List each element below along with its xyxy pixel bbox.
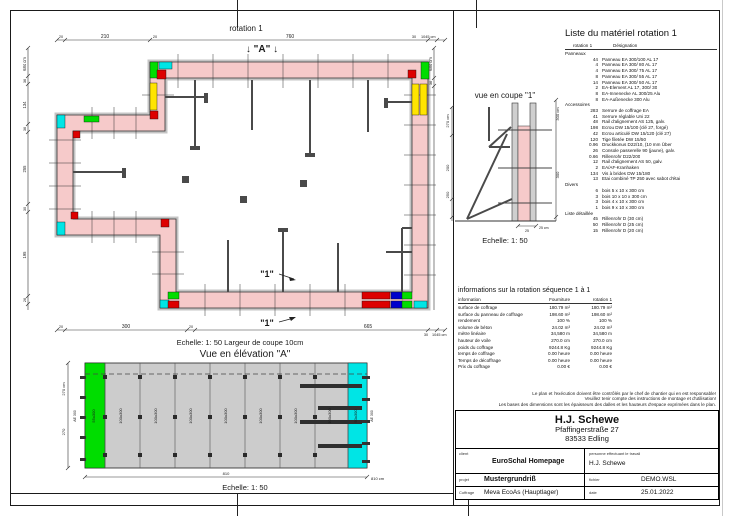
dim-label: 1045 cm <box>432 333 447 337</box>
info-row: hauteur de voile 270.0 cm 270.0 cm <box>458 337 612 343</box>
coupe-brace <box>467 107 512 219</box>
dim-label: 195 <box>22 251 27 259</box>
dim-label: 20 <box>152 35 158 39</box>
dim-label: 300 cm <box>555 107 560 121</box>
coupe-wall <box>518 126 530 221</box>
dim-label: 250 <box>445 191 450 199</box>
plan-title: rotation 1 <box>229 24 263 33</box>
dim-label: 255 <box>22 165 27 173</box>
material-row: 134 Vis à brides DW 15/180 <box>590 170 651 176</box>
material-list-header <box>565 43 717 50</box>
dim-label: 270 cm <box>445 114 450 128</box>
disclaimer-line: Le plan et l'exécution doivent être contrôlés par le chef de chantier qui en est responsable! <box>532 391 716 396</box>
info-row: surface de coffrage 180.79 m² 180.79 m² <box>458 305 612 310</box>
panel-label: 100x300 <box>118 408 123 424</box>
dim-label: 300 <box>555 171 560 179</box>
dim-label: 36 <box>23 78 27 84</box>
panel-label: 50x300 <box>353 409 358 423</box>
info-row: Temps de décoffrage 0.00 heure 0.00 heure <box>458 357 612 363</box>
title-block-grid <box>456 449 718 499</box>
wall-inner-edge <box>73 78 412 292</box>
dim-label: 270 cm <box>61 382 66 396</box>
material-row: 44 Panneau EA 300/100 AL 17 <box>592 56 659 62</box>
info-row: poids du coffrage 9244.8 Kg 9244.8 Kg <box>458 344 612 350</box>
material-row: 15 Rillenrohr D (20 cm) <box>592 227 644 233</box>
wall-band <box>57 62 428 308</box>
disclaimer-line: Les bases des dimensions sont les épaisseurs des dalles et les hauteurs d'espace exprimées dans le plan. <box>498 401 716 407</box>
info-row: mètre linéaire 34,580 m 34,580 m <box>458 331 612 337</box>
material-row: 42 Ecrou articulé DW 15/120 (clé 27) <box>592 130 671 136</box>
dim-label: 20 <box>188 325 194 329</box>
dim-label: 665 <box>363 324 373 330</box>
material-row: 48 Rail d'alignement AS 125, galv. <box>592 119 666 125</box>
elevation-dim-left <box>66 361 70 470</box>
coupe-dim-bottom <box>516 224 538 228</box>
info-row: surface du panneau de coffrage 198.60 m² 198.60 m² <box>458 311 612 317</box>
section-marker-a: ↓ "A" ↓ <box>245 44 279 55</box>
company-section <box>456 411 718 449</box>
material-list-title: Liste du matériel rotation 1 <box>565 28 677 39</box>
material-row: 3 bois 10 x 10 x 300 cm <box>595 193 647 199</box>
dim-label: 760 <box>285 34 295 40</box>
elevation-scale: Echelle: 1: 50 <box>222 483 268 492</box>
material-row: 198 Ecrou DW 15/100 (clé 27, forgé) <box>590 125 668 131</box>
dim-label: 26 <box>23 297 27 303</box>
edge-label-right: AE 300 <box>370 410 374 422</box>
dim-label: 20 <box>58 35 64 39</box>
coupe-title: vue en coupe "1" <box>474 91 536 100</box>
panel-label: 100x300 <box>293 408 298 424</box>
dim-label: 30 <box>423 333 429 337</box>
formwork-value: Meva EcoAs (Hauptlager) <box>484 489 559 496</box>
material-section: Accessoires <box>565 102 590 108</box>
material-row: 12 Rail d'alignement AS 50, galv. <box>592 159 663 165</box>
dim-label: 810 cm <box>371 476 385 481</box>
dim-label: 25 <box>525 229 529 233</box>
material-row: 26 Console passerelle 90 (jaune), galv. <box>592 147 675 153</box>
material-row: 2 EA/AF-Kranhaken <box>595 165 640 171</box>
elevation-view <box>61 349 385 492</box>
dim-label: 684 cm <box>428 57 433 71</box>
section-marker-1: "1" <box>260 269 274 279</box>
dim-label: 270 <box>61 428 66 436</box>
col-qty: rotation 1 <box>573 43 593 48</box>
plan-view <box>22 24 447 347</box>
dim-label: 684 cm <box>22 57 27 71</box>
plan-dim-lines <box>26 38 447 332</box>
material-row: 6 bois 5 x 10 x 300 cm <box>595 187 645 193</box>
title-block-row-project <box>456 474 718 487</box>
dim-label: 36 <box>429 80 433 86</box>
rotation-info-table <box>458 287 612 371</box>
material-row: 13 Etai combiné TP 250 avec sabot d'étai <box>592 176 681 182</box>
info-table-header <box>458 297 612 304</box>
dim-label: 810 <box>222 471 230 476</box>
worker-label: personne effectuant le travail <box>589 451 641 456</box>
plan-scale-note: Echelle: 1: 50 Largeur de coupe 10cm <box>176 338 304 347</box>
coupe-view <box>445 91 560 245</box>
panel-label: 100x300 <box>188 408 193 424</box>
dim-label: 36 <box>23 126 27 132</box>
panel-label: 55x300 <box>91 409 96 423</box>
disclaimer-line: Veuillez tenir compte des instructions de montage et d'utilisation! <box>584 396 716 402</box>
material-row: 50 Rillenrohr D (25 cm) <box>592 222 644 228</box>
client-value: EuroSchal Homepage <box>492 458 565 465</box>
material-section: Divers <box>565 182 579 188</box>
panel-label: 100x300 <box>223 408 228 424</box>
tie-rod-lines <box>49 54 436 316</box>
material-row: 8 EA-Außenecke 300 Alu <box>595 96 650 102</box>
material-row: 0.96 Druckkonus D22/10, (10 mm Über <box>589 142 672 148</box>
info-row: rendement 100 % 100 % <box>458 318 612 324</box>
material-list <box>565 28 717 234</box>
title-block-row-formwork <box>456 487 718 499</box>
project-label: projet <box>459 477 470 482</box>
dim-label: 1045 cm <box>421 35 436 39</box>
arrow-head <box>289 317 296 321</box>
client-label: client <box>459 451 469 456</box>
title-block-row-client <box>456 449 718 474</box>
file-value: DEMO.WSL <box>641 476 677 483</box>
company-name: H.J. Schewe <box>554 414 620 426</box>
material-row: 3 bois 4 x 10 x 300 cm <box>595 199 645 205</box>
dim-label: 210 <box>100 34 110 40</box>
material-row: 14 Panneau EA 300/ 50 AL 17 <box>592 79 658 85</box>
info-table-title: informations sur la rotation séquence 1 à 1 <box>458 287 591 294</box>
wall-outer-edge <box>57 62 428 308</box>
col-information: information <box>458 297 481 302</box>
corner-elements <box>57 62 429 308</box>
edge-label-left: AE 300 <box>73 410 77 422</box>
material-row: 8 EA-Innenecke AL 300/25 Alu <box>595 90 661 96</box>
formwork-inner-strip <box>73 78 412 292</box>
coupe-scale: Echelle: 1: 50 <box>482 236 528 245</box>
info-row: volume de béton 24.02 m³ 24.02 m³ <box>458 324 612 330</box>
dim-label: 20 <box>58 325 64 329</box>
dim-label: 30 <box>411 35 417 39</box>
material-section: Panneaux <box>565 51 586 56</box>
panel-label: 100x300 <box>153 408 158 424</box>
section-marker-1: "1" <box>260 318 274 328</box>
interior-props <box>73 80 412 292</box>
col-rotation1: rotation 1 <box>592 297 612 302</box>
material-row: 45 Rillenrohr D (30 cm) <box>592 216 644 222</box>
title-block <box>455 410 719 500</box>
coupe-dim-left <box>450 105 454 221</box>
material-row: 1 bois 9 x 10 x 300 cm <box>595 204 645 210</box>
date-value: 25.01.2022 <box>641 489 674 496</box>
col-designation: Désignation <box>613 43 638 48</box>
company-street: Pfaffingerstraße 27 <box>555 425 619 434</box>
material-row: 41 Serrure réglable Uni 22 <box>592 113 650 119</box>
panel-label: 100x300 <box>327 408 332 424</box>
col-fourniture: Fourniture <box>549 297 570 302</box>
dim-label: 300 <box>121 324 131 330</box>
material-row: 8 Panneau EA 300/ 55 AL 17 <box>595 73 658 79</box>
project-value: Mustergrundriß <box>484 476 536 483</box>
dim-label: 200 <box>445 164 450 172</box>
dim-label: 30 <box>23 206 27 212</box>
material-row: 2 EA-Element AL 17, 300/ 30 <box>595 85 658 91</box>
dim-label: 134 <box>22 101 27 109</box>
panel-label: 100x300 <box>258 408 263 424</box>
material-section: Liste détaillée <box>565 210 594 216</box>
disclaimer <box>456 391 716 407</box>
material-row: 283 Serrure de coffrage EA <box>590 108 649 114</box>
formwork-label: Coffrage <box>459 490 475 495</box>
elevation-title: Vue en élévation "A" <box>199 349 291 360</box>
material-row: 4 Panneau EA 300/ 80 AL 17 <box>595 62 658 68</box>
info-row: Prix du coffrage 0.00 € 0.00 € <box>458 364 612 370</box>
info-row: temps de coffrage 0.00 heure 0.00 heure <box>458 351 612 357</box>
material-row: 4 Panneau EA 300/ 75 AL 17 <box>595 68 658 74</box>
company-city: 83533 Edling <box>565 433 609 443</box>
file-label: fichier <box>589 477 600 482</box>
dim-label: 25 cm <box>539 226 549 230</box>
worker-value: H.J. Schewe <box>589 460 626 467</box>
material-row: 120 Tige filetée DW 15/50 <box>590 136 647 142</box>
date-label: date <box>589 490 597 495</box>
formwork-outer-strip <box>57 62 428 308</box>
arrow-head <box>289 277 296 281</box>
material-row: 0.66 Rillenrohr D22/200 <box>589 153 641 159</box>
